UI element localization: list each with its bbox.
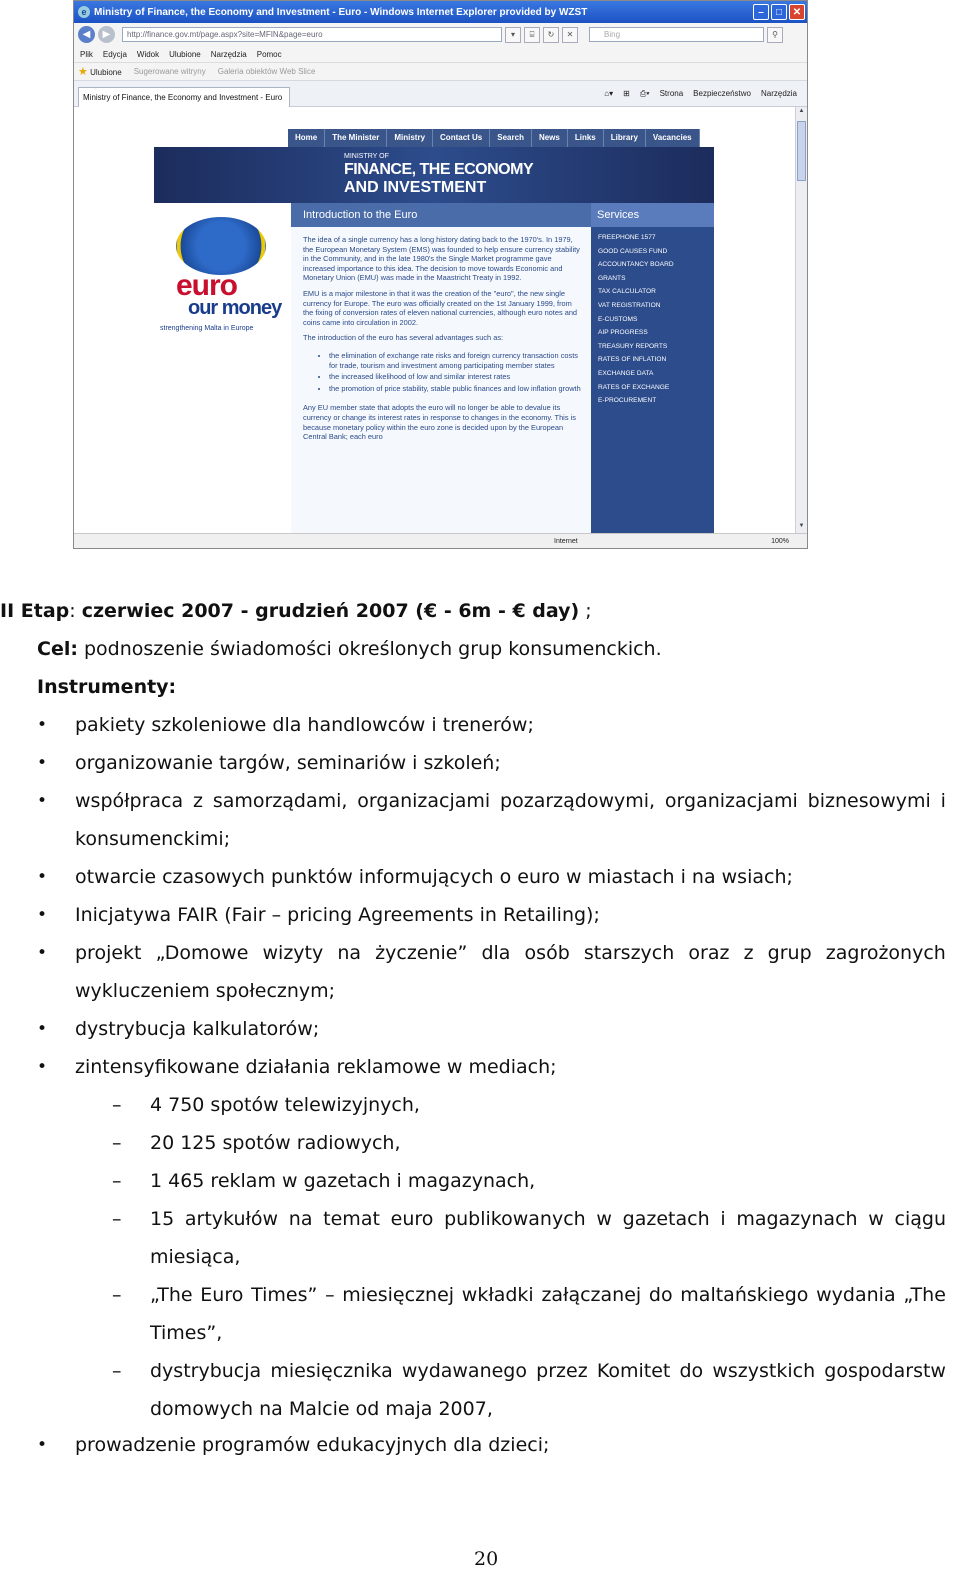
stage-end: ; xyxy=(579,600,592,622)
dash-icon: – xyxy=(112,1360,122,1382)
command-bar xyxy=(604,89,807,99)
ministry-site xyxy=(154,127,714,535)
service-link[interactable]: TAX CALCULATOR xyxy=(598,288,656,296)
logo-money: our money xyxy=(188,297,282,319)
search-icon[interactable]: ⚲ xyxy=(767,27,783,43)
service-link[interactable]: E-PROCUREMENT xyxy=(598,397,657,405)
ie-logo-icon: e xyxy=(78,6,90,18)
menu-item-help[interactable]: Pomoc xyxy=(256,49,282,59)
stage-dates: czerwiec 2007 - grudzień 2007 (€ - 6m - € day) xyxy=(81,600,580,622)
logo-tagline: strengthening Malta in Europe xyxy=(160,325,254,332)
service-link[interactable]: VAT REGISTRATION xyxy=(598,301,661,309)
banner-small: MINISTRY OF xyxy=(344,153,389,160)
bullet-icon: • xyxy=(37,867,48,887)
nav-home[interactable]: Home xyxy=(288,129,325,147)
services-header: Services xyxy=(591,203,714,227)
sub-item-justified: dystrybucja miesięcznika wydawanego przez Komitet do wszystkich gospodarstw xyxy=(150,1360,946,1382)
stars-globe-icon xyxy=(176,217,266,275)
goal-label: Cel: xyxy=(37,638,78,660)
intro-list xyxy=(303,351,583,393)
dropdown-icon[interactable]: ▾ xyxy=(505,27,521,43)
scroll-thumb[interactable] xyxy=(797,121,806,181)
page-viewport xyxy=(74,107,796,535)
service-link[interactable]: TREASURY REPORTS xyxy=(598,342,668,350)
list-item: zintensyfikowane działania reklamowe w mediach; xyxy=(75,1056,557,1078)
command-safety[interactable]: Bezpieczeństwo xyxy=(693,88,751,98)
status-zone: Internet xyxy=(554,537,578,545)
fav-link-webslice[interactable]: Galeria obiektów Web Slice xyxy=(217,67,316,76)
dash-icon: – xyxy=(112,1132,122,1154)
search-input[interactable]: Bing xyxy=(589,27,764,42)
service-link[interactable]: EXCHANGE DATA xyxy=(598,369,654,377)
bullet-icon: • xyxy=(37,753,48,773)
service-link[interactable]: GOOD CAUSES FUND xyxy=(598,247,668,255)
sub-item: 1 465 reklam w gazetach i magazynach, xyxy=(150,1170,536,1192)
intro-paragraph: Any EU member state that adopts the euro will no longer be able to devalue its currency or change its interest rates in response to changes in the economy. This is because monetary policy within the euro zone is decided upon by the European Central Bank; each euro xyxy=(303,403,576,442)
favorites-button[interactable]: Ulubione xyxy=(90,68,122,77)
logo-euro: euro xyxy=(176,269,238,302)
logo-column xyxy=(154,203,291,535)
list-item: prowadzenie programów edukacyjnych dla dzieci; xyxy=(75,1434,550,1456)
fav-link-suggested[interactable]: Sugerowane witryny xyxy=(133,67,206,76)
bullet-icon: • xyxy=(37,905,48,925)
intro-paragraph: EMU is a major milestone in that it was the creation of the "euro", the new single currency for Europe. The euro was officially created on the 1st January 1999, from the fixing of conversion rates of eleven national currencies, although euro notes and coins came into circulation in 2002. xyxy=(303,288,578,327)
list-item: Inicjatywa FAIR (Fair – pricing Agreements in Retailing); xyxy=(75,904,600,926)
sub-item: 20 125 spotów radiowych, xyxy=(150,1132,401,1154)
list-item: pakiety szkoleniowe dla handlowców i trenerów; xyxy=(75,714,534,736)
bullet-icon: • xyxy=(37,1435,48,1455)
nav-minister[interactable]: The Minister xyxy=(325,129,387,147)
stage-colon: : xyxy=(69,600,82,622)
dash-icon: – xyxy=(112,1094,122,1116)
browser-tab[interactable]: Ministry of Finance, the Economy and Investment - Euro xyxy=(78,87,290,107)
intro-header: Introduction to the Euro xyxy=(291,203,591,227)
dash-icon: – xyxy=(112,1170,122,1192)
vertical-scrollbar[interactable] xyxy=(795,107,807,535)
menu-item-tools[interactable]: Narzędzia xyxy=(210,49,247,59)
service-link[interactable]: RATES OF EXCHANGE xyxy=(598,383,670,391)
menu-item-file[interactable]: Plik xyxy=(80,49,93,59)
zoom-level[interactable]: 100% xyxy=(771,537,789,545)
sub-item: 4 750 spotów telewizyjnych, xyxy=(150,1094,420,1116)
sub-item-justified: 15 artykułów na temat euro publikowanych w gazetach i magazynach w ciągu xyxy=(150,1208,946,1230)
site-banner xyxy=(154,147,714,203)
stop-icon[interactable]: ✕ xyxy=(562,27,578,43)
sub-item-continued: miesiąca, xyxy=(150,1246,241,1268)
intro-list-item: • the increased likelihood of low and similar interest rates xyxy=(329,372,583,382)
compat-icon[interactable]: ⌸ xyxy=(524,27,540,43)
intro-text xyxy=(291,227,591,442)
site-nav xyxy=(288,129,700,147)
command-tools[interactable]: Narzędzia xyxy=(760,88,797,98)
forward-icon[interactable]: ▶ xyxy=(98,26,115,43)
banner-line2: AND INVESTMENT xyxy=(344,179,487,196)
close-icon[interactable]: ✕ xyxy=(789,4,805,20)
bullet-icon: • xyxy=(37,1019,48,1039)
bullet-icon: • xyxy=(37,1057,48,1077)
service-link[interactable]: RATES OF INFLATION xyxy=(598,356,667,364)
home-icon[interactable]: ⌂▾ xyxy=(604,88,614,98)
status-bar xyxy=(74,533,807,548)
list-item-justified: projekt „Domowe wizyty na życzenie” dla osób starszych oraz z grup zagrożonych xyxy=(75,942,946,964)
goal-text: podnoszenie świadomości określonych grup konsumenckich. xyxy=(77,638,662,660)
nav-library[interactable]: Library xyxy=(604,129,646,147)
window-titlebar xyxy=(74,1,807,23)
back-icon[interactable]: ◀ xyxy=(78,26,95,43)
dash-icon: – xyxy=(112,1284,122,1306)
favorites-bar xyxy=(74,62,807,80)
maximize-icon[interactable]: □ xyxy=(771,4,787,20)
goal-line xyxy=(37,638,662,660)
service-link[interactable]: FREEPHONE 1577 xyxy=(598,234,656,241)
page-number: 20 xyxy=(474,1548,499,1570)
intro-list-item: • the promotion of price stability, stable public finances and low inflation growth xyxy=(329,384,583,394)
service-link[interactable]: ACCOUNTANCY BOARD xyxy=(598,261,674,269)
menu-item-view[interactable]: Widok xyxy=(136,49,160,59)
list-item-justified: współpraca z samorządami, organizacjami pozarządowymi, organizacjami biznesowymi i xyxy=(75,790,946,812)
instruments-label: Instrumenty: xyxy=(37,676,177,698)
menu-item-edit[interactable]: Edycja xyxy=(102,49,127,59)
sub-item-continued: Times”, xyxy=(150,1322,223,1344)
menu-item-favorites[interactable]: Ulubione xyxy=(169,49,201,59)
refresh-icon[interactable]: ↻ xyxy=(543,27,559,43)
scroll-down-icon[interactable]: ▼ xyxy=(798,523,805,529)
minimize-icon[interactable]: – xyxy=(753,4,769,20)
window-title: Ministry of Finance, the Economy and Investment - Euro - Windows Internet Explorer provided by WZST xyxy=(94,6,588,18)
tab-row xyxy=(74,80,807,107)
address-bar[interactable]: http://finance.gov.mt/page.aspx?site=MFIN&page=euro xyxy=(122,27,502,42)
nav-news[interactable]: News xyxy=(532,129,568,147)
command-page[interactable]: Strona xyxy=(659,88,684,98)
address-row xyxy=(74,23,807,46)
stage-label: II Etap xyxy=(0,600,70,622)
stage-heading xyxy=(0,600,592,622)
bullet-icon: • xyxy=(37,943,48,963)
intro-list-item: • the elimination of exchange rate risks and foreign currency transaction costs for trade, tourism and investment among participating member states xyxy=(329,351,583,370)
service-link[interactable]: AIP PROGRESS xyxy=(598,329,648,337)
service-link[interactable]: E-CUSTOMS xyxy=(598,315,638,323)
sub-item-continued: domowych na Malcie od maja 2007, xyxy=(150,1398,493,1420)
intro-column xyxy=(291,203,591,535)
browser-screenshot xyxy=(73,0,808,549)
euro-logo xyxy=(158,217,288,337)
bullet-icon: • xyxy=(37,791,48,811)
nav-ministry[interactable]: Ministry xyxy=(387,129,433,147)
nav-links[interactable]: Links xyxy=(568,129,604,147)
scroll-up-icon[interactable]: ▲ xyxy=(798,108,805,114)
favorites-star-icon: ★ xyxy=(78,66,88,78)
services-column xyxy=(591,203,714,535)
list-item: otwarcie czasowych punktów informujących o euro w miastach i na wsiach; xyxy=(75,866,793,888)
list-item: organizowanie targów, seminariów i szkoleń; xyxy=(75,752,501,774)
bullet-icon: • xyxy=(37,715,48,735)
intro-paragraph: The introduction of the euro has several advantages such as: xyxy=(303,333,504,343)
dash-icon: – xyxy=(112,1208,122,1230)
print-icon[interactable]: ⎙▾ xyxy=(639,88,650,98)
sub-item-justified: „The Euro Times” – miesięcznej wkładki załączanej do maltańskiego wydania „The xyxy=(150,1284,946,1306)
nav-contact[interactable]: Contact Us xyxy=(433,129,490,147)
list-item-continued: konsumenckimi; xyxy=(75,828,231,850)
nav-search[interactable]: Search xyxy=(490,129,532,147)
nav-vacancies[interactable]: Vacancies xyxy=(646,129,700,147)
intro-paragraph: The idea of a single currency has a long history dating back to the 1970's. In 1979, the European Monetary System (EMS) was founded to help ensure currency stability in the Community, and in the late 1980's the Single Market programme gave increased importance to this idea. The decision to move towards Economic and Monetary Union (EMU) was made in the Maastricht Treaty in 1992. xyxy=(303,235,580,283)
menu-bar xyxy=(74,46,807,62)
service-link[interactable]: GRANTS xyxy=(598,274,626,282)
list-item-continued: wykluczeniem społecznym; xyxy=(75,980,336,1002)
list-item: dystrybucja kalkulatorów; xyxy=(75,1018,320,1040)
banner-line1: FINANCE, THE ECONOMY xyxy=(344,161,534,178)
rss-icon[interactable]: ⊞ xyxy=(623,88,630,98)
